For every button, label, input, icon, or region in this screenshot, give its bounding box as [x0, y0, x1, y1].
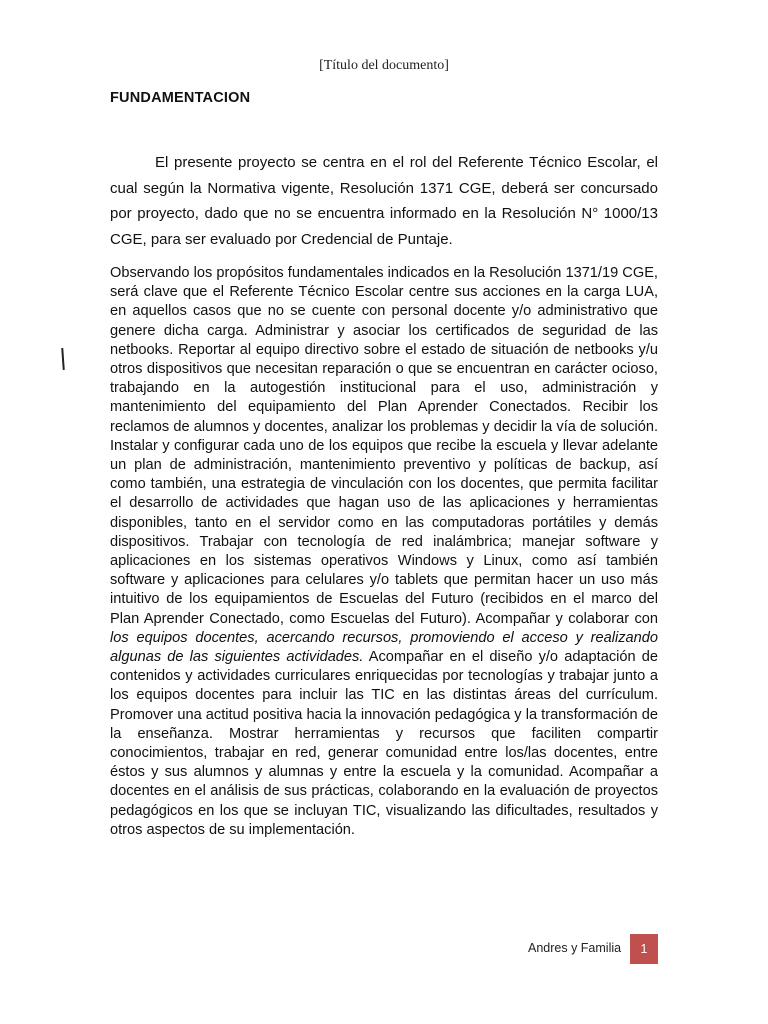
body-paragraph-italic: los equipos docentes, acercando recursos, promoviendo el acceso y realizando algunas de las siguientes actividades.: [110, 629, 658, 666]
intro-paragraph-text: El presente proyecto se centra en el rol del Referente Técnico Escolar, el cual según la Normativa vigente, Resolución 1371 CGE, deberá ser concursado por proyecto, dado que no se encuentra informado en la Resolución N° 1000/13 CGE, para ser evaluado por Credencial de Puntaje.: [110, 154, 658, 248]
margin-pen-mark: [61, 348, 65, 370]
body-paragraph-text-b: Acompañar en el diseño y/o adaptación de contenidos y actividades curriculares enriquecidas por tecnologías y trabajar junto a los equipos docentes para incluir las TIC en las distintas áreas del currículum. Promover una actitud positiva hacia la innovación pedagógica y la transformación de la enseñanza. Mostrar herramientas y recursos que faciliten compartir conocimientos, trabajar en red, generar comunidad entre los/las docentes, entre éstos y sus alumnos y alumnas y entre la escuela y la comunidad. Acompañar a docentes en el análisis de sus prácticas, colaborando en la evaluación de proyectos pedagógicos en los que se incluyan TIC, visualizando las dificultades, resultados y otros aspectos de su implementación.: [110, 649, 658, 838]
document-header-title: [Título del documento]: [319, 58, 449, 73]
section-heading: FUNDAMENTACION: [110, 90, 251, 106]
intro-paragraph: [110, 150, 658, 252]
body-paragraph: [110, 264, 658, 840]
body-paragraph-text-a: Observando los propósitos fundamentales indicados en la Resolución 1371/19 CGE, será clave que el Referente Técnico Escolar centre sus acciones en la carga LUA, en aquellos casos que no se cuente con personal docente y/o administrativo que genere dicha carga. Administrar y asociar los certificados de seguridad de las netbooks. Reportar al equipo directivo sobre el estado de situación de netbooks y/u otros dispositivos que necesitan reparación o que se encuentran en carácter ocioso, trabajando en la autogestión institucional para el uso, administración y mantenimiento del equipamiento del Plan Aprender Conectados. Recibir los reclamos de alumnos y docentes, analizar los problemas y decidir la vía de solución. Instalar y configurar cada uno de los equipos que recibe la escuela y llevar adelante un plan de administración, mantenimiento preventivo y políticas de backup, así como también, una estrategia de vinculación con los docentes, que permita facilitar el desarrollo de actividades que hagan uso de las aplicaciones y herramientas disponibles, tanto en el servidor como en las computadoras portátiles y demás dispositivos. Trabajar con tecnología de red inalámbrica; manejar software y aplicaciones en los sistemas operativos Windows y Linux, como así también software y aplicaciones para celulares y/o tablets que permitan hacer un uso más intuitivo de los equipamientos de Escuelas del Futuro (recibidos en el marco del Plan Aprender Conectado, como Escuelas del Futuro). Acompañar y colaborar con: [110, 265, 658, 627]
footer-author: Andres y Familia: [528, 941, 622, 955]
page-number-badge: 1: [630, 934, 658, 964]
